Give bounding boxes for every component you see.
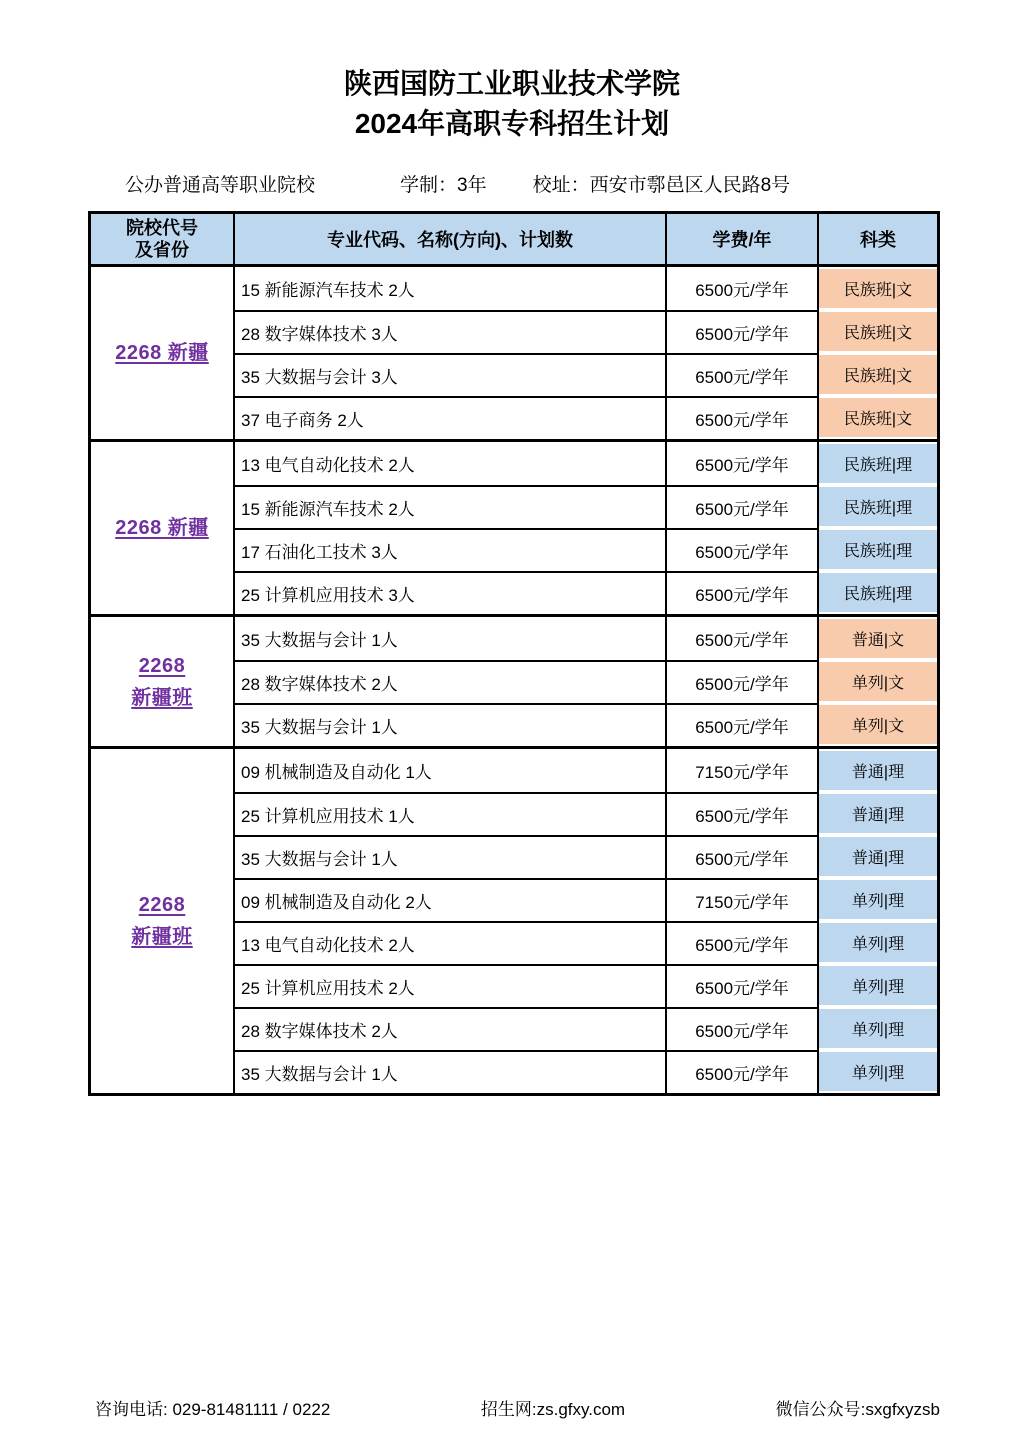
fee-cell: 6500元/学年 xyxy=(665,1050,817,1093)
category-badge: 单列|理 xyxy=(819,966,937,1005)
major-cell: 13 电气自动化技术 2人 xyxy=(235,921,665,964)
fee-cell: 6500元/学年 xyxy=(665,617,817,660)
table-row xyxy=(235,485,937,528)
table-row xyxy=(235,396,937,439)
table-section xyxy=(91,614,937,746)
fee-cell: 6500元/学年 xyxy=(665,571,817,614)
major-cell: 28 数字媒体技术 3人 xyxy=(235,310,665,353)
fee-cell: 7150元/学年 xyxy=(665,878,817,921)
table-section xyxy=(91,439,937,614)
table-header-row xyxy=(91,214,937,264)
category-badge: 单列|文 xyxy=(819,705,937,744)
category-cell xyxy=(817,878,937,921)
college-code-line1: 2268 xyxy=(138,654,186,677)
table-row xyxy=(235,964,937,1007)
category-cell xyxy=(817,835,937,878)
category-badge: 单列|理 xyxy=(819,1052,937,1091)
table-row xyxy=(235,878,937,921)
table-row xyxy=(235,442,937,485)
col-header-fee: 学费/年 xyxy=(665,214,817,264)
fee-cell: 6500元/学年 xyxy=(665,921,817,964)
college-code-line2: 新疆班 xyxy=(131,926,193,948)
major-cell: 15 新能源汽车技术 2人 xyxy=(241,281,415,300)
duration-label: 学制：3年 xyxy=(400,175,487,196)
category-badge: 民族班|理 xyxy=(819,487,937,526)
category-cell xyxy=(817,792,937,835)
category-cell xyxy=(817,1050,937,1093)
college-code-line2: 新疆班 xyxy=(131,686,193,709)
major-cell: 25 计算机应用技术 3人 xyxy=(235,571,665,614)
major-cell: 15 新能源汽车技术 2人 xyxy=(235,485,665,528)
category-badge: 民族班|理 xyxy=(819,444,937,483)
fee-cell: 6500元/学年 xyxy=(665,964,817,1007)
col-header-code xyxy=(91,214,235,264)
category-badge: 普通|理 xyxy=(819,794,937,833)
table-row xyxy=(235,353,937,396)
category-badge: 普通|理 xyxy=(819,751,937,790)
category-cell xyxy=(817,353,937,396)
table-row xyxy=(235,617,937,660)
major-cell: 35 大数据与会计 3人 xyxy=(235,353,665,396)
fee-cell: 6500元/学年 xyxy=(665,396,817,439)
category-badge: 单列|理 xyxy=(819,923,937,962)
page-footer xyxy=(95,1395,940,1420)
category-badge: 民族班|理 xyxy=(819,573,937,612)
category-cell xyxy=(817,964,937,1007)
fee-cell: 6500元/学年 xyxy=(665,835,817,878)
category-badge: 民族班|文 xyxy=(819,355,937,394)
table-row xyxy=(235,1050,937,1093)
major-cell: 25 计算机应用技术 2人 xyxy=(235,964,665,1007)
major-cell: 28 数字媒体技术 2人 xyxy=(235,1007,665,1050)
college-code-cell xyxy=(91,442,235,614)
table-row xyxy=(235,310,937,353)
table-row xyxy=(235,749,937,792)
table-row xyxy=(235,660,937,703)
college-code: 2268 新疆 xyxy=(115,342,209,364)
col-header-code-line2: 及省份 xyxy=(135,240,189,260)
category-badge: 单列|理 xyxy=(819,880,937,919)
col-header-major: 专业代码、名称(方向)、计划数 xyxy=(327,230,573,250)
section-rows xyxy=(235,442,937,614)
category-cell xyxy=(817,749,937,792)
table-row xyxy=(235,267,937,310)
fee-cell: 6500元/学年 xyxy=(665,1007,817,1050)
category-badge: 民族班|文 xyxy=(819,312,937,351)
category-badge: 民族班|文 xyxy=(819,398,937,437)
col-header-code-line1: 院校代号 xyxy=(126,217,198,238)
category-badge: 单列|理 xyxy=(819,1009,937,1048)
section-rows xyxy=(235,267,937,439)
col-header-category: 科类 xyxy=(817,214,937,264)
table-row xyxy=(235,528,937,571)
category-cell xyxy=(817,660,937,703)
category-cell xyxy=(817,396,937,439)
category-cell xyxy=(817,485,937,528)
phone-label: 咨询电话: 029-81481111 / 0222 xyxy=(95,1400,331,1419)
college-code-cell xyxy=(91,749,235,1093)
table-row xyxy=(235,1007,937,1050)
section-rows xyxy=(235,749,937,1093)
table-row xyxy=(235,835,937,878)
major-cell: 35 大数据与会计 1人 xyxy=(235,1050,665,1093)
category-cell xyxy=(817,921,937,964)
category-badge: 民族班|文 xyxy=(819,269,937,308)
major-cell: 13 电气自动化技术 2人 xyxy=(241,456,415,475)
major-cell: 37 电子商务 2人 xyxy=(235,396,665,439)
fee-cell: 6500元/学年 xyxy=(665,792,817,835)
table-row xyxy=(235,571,937,614)
enrollment-plan-table xyxy=(88,211,940,1096)
category-badge: 普通|文 xyxy=(819,619,937,658)
major-cell: 28 数字媒体技术 2人 xyxy=(235,660,665,703)
table-row xyxy=(235,921,937,964)
category-cell xyxy=(817,310,937,353)
category-cell xyxy=(817,571,937,614)
fee-cell: 6500元/学年 xyxy=(665,528,817,571)
fee-cell: 6500元/学年 xyxy=(665,353,817,396)
fee-cell: 6500元/学年 xyxy=(665,442,817,485)
major-cell: 09 机械制造及自动化 2人 xyxy=(235,878,665,921)
college-code-cell xyxy=(91,267,235,439)
fee-cell: 7150元/学年 xyxy=(665,749,817,792)
college-code-line1: 2268 xyxy=(138,894,186,916)
page-subtitle: 2024年高职专科招生计划 xyxy=(354,108,670,139)
category-cell xyxy=(817,528,937,571)
fee-cell: 6500元/学年 xyxy=(665,703,817,746)
major-cell: 09 机械制造及自动化 1人 xyxy=(241,763,432,782)
major-cell: 35 大数据与会计 1人 xyxy=(241,631,398,650)
category-cell xyxy=(817,617,937,660)
section-rows xyxy=(235,617,937,746)
category-cell xyxy=(817,442,937,485)
category-badge: 单列|文 xyxy=(819,662,937,701)
college-code: 2268 新疆 xyxy=(115,517,209,539)
major-cell: 35 大数据与会计 1人 xyxy=(235,703,665,746)
category-badge: 民族班|理 xyxy=(819,530,937,569)
major-cell: 25 计算机应用技术 1人 xyxy=(235,792,665,835)
major-cell: 35 大数据与会计 1人 xyxy=(235,835,665,878)
school-info-line xyxy=(125,170,1024,197)
category-cell xyxy=(817,703,937,746)
wechat-label: 微信公众号:sxgfxyzsb xyxy=(775,1400,940,1419)
major-cell: 17 石油化工技术 3人 xyxy=(235,528,665,571)
table-section xyxy=(91,264,937,439)
category-cell xyxy=(817,1007,937,1050)
fee-cell: 6500元/学年 xyxy=(665,267,817,310)
category-cell xyxy=(817,267,937,310)
table-row xyxy=(235,703,937,746)
category-badge: 普通|理 xyxy=(819,837,937,876)
fee-cell: 6500元/学年 xyxy=(665,485,817,528)
fee-cell: 6500元/学年 xyxy=(665,310,817,353)
table-section xyxy=(91,746,937,1093)
address-label: 校址：西安市鄠邑区人民路8号 xyxy=(532,175,791,196)
website-label: 招生网:zs.gfxy.com xyxy=(480,1400,626,1419)
page-title: 陕西国防工业职业技术学院 xyxy=(343,68,680,99)
table-row xyxy=(235,792,937,835)
school-type-label: 公办普通高等职业院校 xyxy=(125,175,316,196)
college-code-cell xyxy=(91,617,235,746)
fee-cell: 6500元/学年 xyxy=(665,660,817,703)
